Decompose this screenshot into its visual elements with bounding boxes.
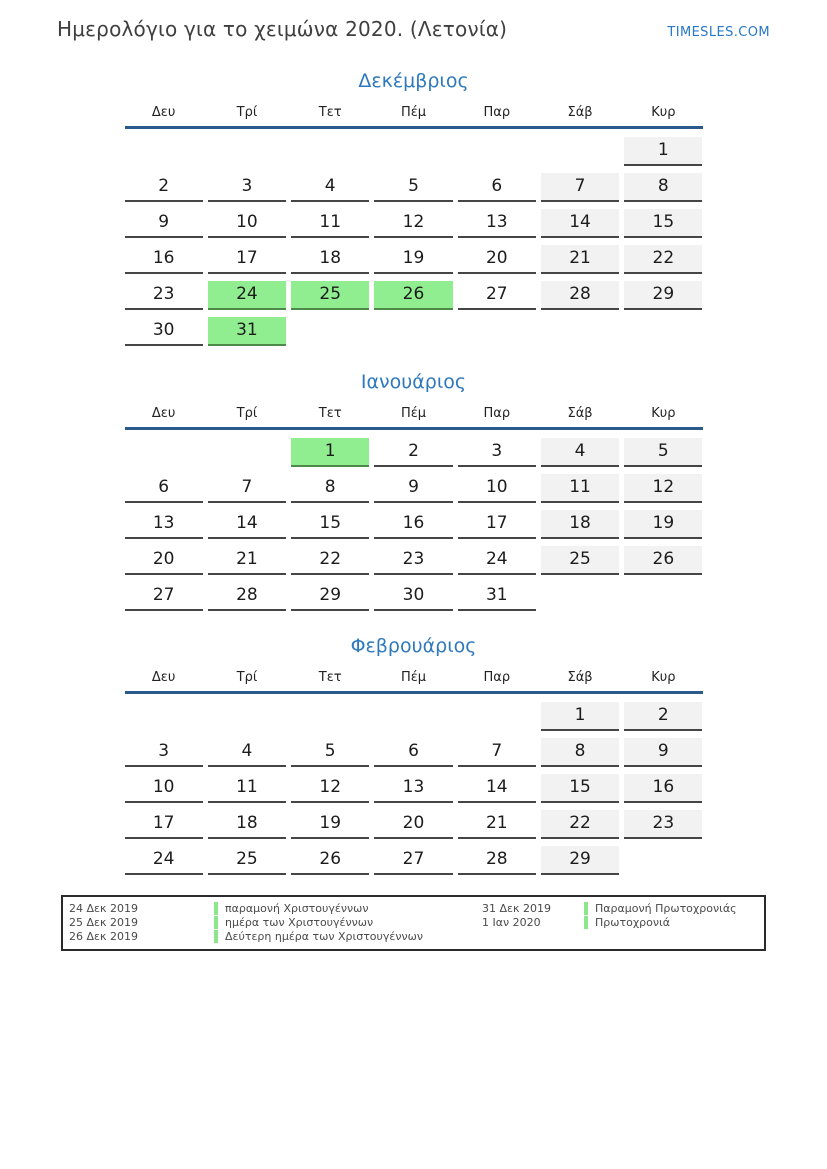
day-cell-weekend: 15 (624, 209, 702, 238)
day-cell: 10 (458, 474, 536, 503)
weekday-label: Κυρ (651, 670, 676, 685)
day-cell-weekend: 22 (541, 810, 619, 839)
day-cell-weekend: 1 (541, 702, 619, 731)
day-cell-weekend: 22 (624, 245, 702, 274)
day-cell: 6 (374, 738, 452, 767)
day-cell: 29 (291, 582, 369, 611)
day-cell: 24 (125, 846, 203, 875)
day-cell-empty (208, 702, 286, 731)
weekday-label: Τρί (236, 105, 258, 120)
day-cell: 20 (458, 245, 536, 274)
weekday-label: Σάβ (567, 105, 593, 120)
legend-item (214, 902, 482, 915)
day-cell: 13 (374, 774, 452, 803)
day-cell: 9 (374, 474, 452, 503)
legend-color-swatch (584, 902, 588, 915)
day-cell: 25 (208, 846, 286, 875)
day-cell: 16 (374, 510, 452, 539)
day-cell: 8 (291, 474, 369, 503)
legend-color-swatch (584, 916, 588, 929)
day-cell: 27 (125, 582, 203, 611)
month-title: Ιανουάριος (360, 371, 467, 393)
day-cell: 5 (291, 738, 369, 767)
day-cell-empty (125, 137, 203, 166)
weekday-header-row (125, 406, 703, 430)
day-cell: 28 (208, 582, 286, 611)
day-cell-holiday: 31 (208, 317, 286, 346)
day-cell-weekend: 9 (624, 738, 702, 767)
day-cell-weekend: 7 (541, 173, 619, 202)
day-cell-holiday: 25 (291, 281, 369, 310)
day-cell: 19 (374, 245, 452, 274)
legend-item (584, 916, 764, 929)
legend-date (482, 930, 584, 943)
day-cell-weekend: 29 (541, 846, 619, 875)
day-cell-empty (374, 702, 452, 731)
day-cell: 14 (458, 774, 536, 803)
day-cell-weekend: 8 (541, 738, 619, 767)
weekday-label: Πέμ (400, 406, 427, 421)
weekday-header-row (125, 670, 703, 694)
day-cell: 15 (291, 510, 369, 539)
legend-item (584, 930, 764, 943)
day-cell: 2 (374, 438, 452, 467)
legend-item (214, 916, 482, 929)
day-cell-empty (125, 702, 203, 731)
day-grid (125, 438, 703, 611)
weekday-label: Δευ (151, 406, 176, 421)
day-cell: 9 (125, 209, 203, 238)
day-cell-weekend: 2 (624, 702, 702, 731)
day-cell: 26 (291, 846, 369, 875)
day-cell-empty (624, 582, 702, 611)
month-section-0 (125, 70, 703, 346)
day-cell-weekend: 25 (541, 546, 619, 575)
day-cell-empty (458, 317, 536, 346)
weekday-label: Τρί (236, 670, 258, 685)
legend-color-swatch (214, 902, 218, 915)
day-cell-weekend: 18 (541, 510, 619, 539)
day-cell-weekend: 14 (541, 209, 619, 238)
day-cell-weekend: 23 (624, 810, 702, 839)
day-cell: 31 (458, 582, 536, 611)
weekday-label: Παρ (483, 670, 511, 685)
brand-link[interactable]: TIMESLES.COM (667, 25, 770, 40)
day-cell: 3 (458, 438, 536, 467)
day-cell-weekend: 5 (624, 438, 702, 467)
day-cell: 21 (208, 546, 286, 575)
day-cell: 16 (125, 245, 203, 274)
day-cell-empty (374, 317, 452, 346)
legend-date: 24 Δεκ 2019 (69, 902, 138, 915)
day-cell: 5 (374, 173, 452, 202)
legend-color-swatch (214, 930, 218, 943)
day-cell-empty (458, 702, 536, 731)
page-title: Ημερολόγιο για το χειμώνα 2020. (Λετονία) (57, 17, 508, 41)
day-cell-empty (208, 137, 286, 166)
day-cell-holiday: 26 (374, 281, 452, 310)
day-cell-empty (541, 582, 619, 611)
legend-label: παραμονή Χριστουγέννων (225, 902, 369, 915)
day-cell-empty (624, 317, 702, 346)
day-cell: 7 (458, 738, 536, 767)
day-cell: 11 (208, 774, 286, 803)
day-cell: 13 (125, 510, 203, 539)
weekday-label: Πέμ (400, 670, 427, 685)
day-cell: 23 (374, 546, 452, 575)
day-cell-empty (541, 317, 619, 346)
day-cell: 6 (458, 173, 536, 202)
day-cell-empty (291, 702, 369, 731)
legend-item (214, 930, 482, 943)
day-cell-empty (374, 137, 452, 166)
day-cell-empty (291, 137, 369, 166)
day-cell-weekend: 26 (624, 546, 702, 575)
day-cell-weekend: 21 (541, 245, 619, 274)
month-section-1 (125, 371, 703, 611)
day-cell-weekend: 8 (624, 173, 702, 202)
day-grid (125, 137, 703, 346)
day-cell-holiday: 24 (208, 281, 286, 310)
page-header (0, 0, 827, 41)
day-cell: 27 (458, 281, 536, 310)
day-cell: 30 (374, 582, 452, 611)
day-cell: 10 (208, 209, 286, 238)
day-cell: 11 (291, 209, 369, 238)
day-cell: 7 (208, 474, 286, 503)
weekday-label: Δευ (151, 105, 176, 120)
day-cell: 13 (458, 209, 536, 238)
day-cell: 21 (458, 810, 536, 839)
day-cell-weekend: 11 (541, 474, 619, 503)
legend-date: 25 Δεκ 2019 (69, 916, 138, 929)
month-section-2 (125, 635, 703, 875)
day-cell: 12 (374, 209, 452, 238)
day-cell-holiday: 1 (291, 438, 369, 467)
day-cell-weekend: 1 (624, 137, 702, 166)
weekday-label: Παρ (483, 406, 511, 421)
weekday-label: Σάβ (567, 406, 593, 421)
day-cell: 28 (458, 846, 536, 875)
day-cell-weekend: 28 (541, 281, 619, 310)
legend-label: ημέρα των Χριστουγέννων (225, 916, 374, 929)
legend-date: 1 Ιαν 2020 (482, 916, 541, 929)
legend-item (584, 902, 764, 915)
months-container (0, 70, 827, 875)
day-cell: 19 (291, 810, 369, 839)
day-cell: 18 (208, 810, 286, 839)
weekday-label: Τετ (318, 105, 342, 120)
legend-label: Πρωτοχρονιά (595, 916, 671, 929)
weekday-label: Κυρ (651, 105, 676, 120)
day-cell-weekend: 15 (541, 774, 619, 803)
day-cell: 18 (291, 245, 369, 274)
day-cell-empty (541, 137, 619, 166)
weekday-label: Δευ (151, 670, 176, 685)
day-cell-empty (208, 438, 286, 467)
legend-date: 26 Δεκ 2019 (69, 930, 138, 943)
day-cell: 3 (208, 173, 286, 202)
day-cell-weekend: 12 (624, 474, 702, 503)
weekday-label: Παρ (483, 105, 511, 120)
day-cell: 20 (125, 546, 203, 575)
day-cell: 6 (125, 474, 203, 503)
day-cell: 22 (291, 546, 369, 575)
legend-label: Παραμονή Πρωτοχρονιάς (595, 902, 737, 915)
weekday-label: Τετ (318, 406, 342, 421)
day-cell-weekend: 4 (541, 438, 619, 467)
day-cell: 10 (125, 774, 203, 803)
weekday-header-row (125, 105, 703, 129)
weekday-label: Κυρ (651, 406, 676, 421)
day-cell: 24 (458, 546, 536, 575)
legend-date: 31 Δεκ 2019 (482, 902, 551, 915)
month-title: Δεκέμβριος (358, 70, 469, 92)
day-cell: 2 (125, 173, 203, 202)
day-cell: 17 (125, 810, 203, 839)
day-grid (125, 702, 703, 875)
weekday-label: Τρί (236, 406, 258, 421)
day-cell: 30 (125, 317, 203, 346)
day-cell: 4 (208, 738, 286, 767)
day-cell: 27 (374, 846, 452, 875)
day-cell: 14 (208, 510, 286, 539)
day-cell: 4 (291, 173, 369, 202)
month-title: Φεβρουάριος (350, 635, 477, 657)
day-cell-empty (291, 317, 369, 346)
day-cell: 12 (291, 774, 369, 803)
legend-label: Δεύτερη ημέρα των Χριστουγέννων (225, 930, 424, 943)
day-cell-empty (125, 438, 203, 467)
day-cell-weekend: 19 (624, 510, 702, 539)
day-cell-weekend: 16 (624, 774, 702, 803)
day-cell-weekend: 29 (624, 281, 702, 310)
weekday-label: Τετ (318, 670, 342, 685)
day-cell: 23 (125, 281, 203, 310)
day-cell: 3 (125, 738, 203, 767)
day-cell: 20 (374, 810, 452, 839)
weekday-label: Πέμ (400, 105, 427, 120)
weekday-label: Σάβ (567, 670, 593, 685)
day-cell: 17 (458, 510, 536, 539)
day-cell-empty (458, 137, 536, 166)
holiday-legend (61, 895, 766, 951)
day-cell-empty (624, 846, 702, 875)
legend-color-swatch (214, 916, 218, 929)
day-cell: 17 (208, 245, 286, 274)
